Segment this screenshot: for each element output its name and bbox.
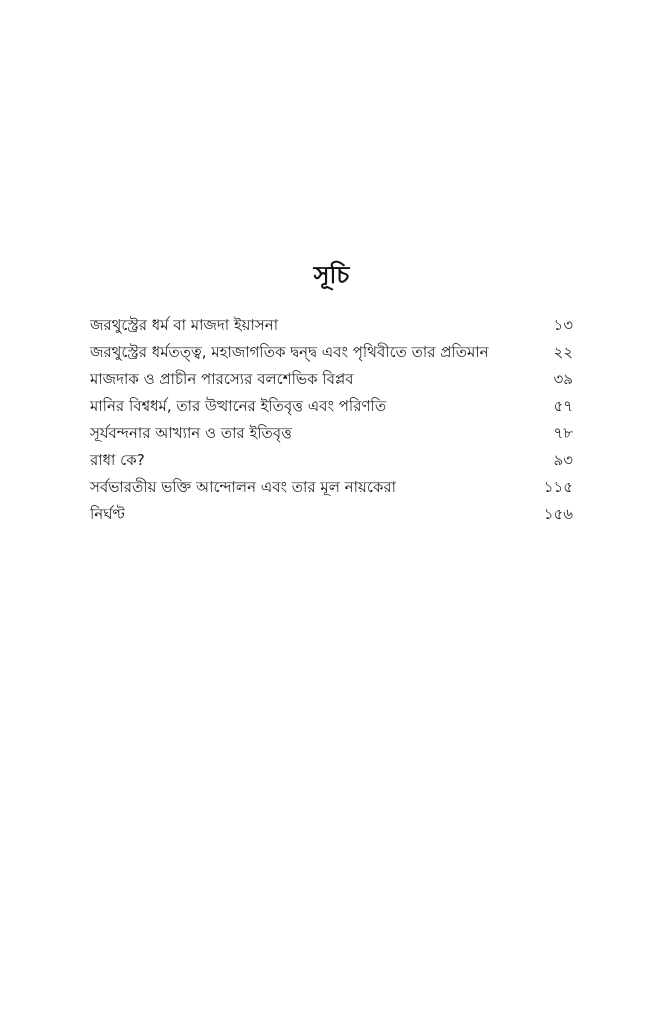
toc-entry-title: জরথুস্ট্রের ধর্মতত্ত্ব, মহাজাগতিক দ্বন্দ্ব এবং পৃথিবীতে তার প্রতিমান bbox=[90, 343, 489, 361]
toc-entry-title: মানির বিশ্বধর্ম, তার উত্থানের ইতিবৃত্ত এবং পরিণতি bbox=[90, 397, 387, 415]
toc-entry-title: নির্ঘণ্ট bbox=[90, 505, 125, 523]
toc-entry[interactable] bbox=[90, 312, 573, 339]
toc-entry-page-number: ১১৫ bbox=[543, 478, 573, 496]
toc-entry[interactable] bbox=[90, 474, 573, 501]
toc-entry-page-number: ৫৭ bbox=[553, 397, 573, 415]
toc-entry-title: জরথুস্ট্রের ধর্ম বা মাজদা ইয়াসনা bbox=[90, 316, 279, 334]
toc-entry[interactable] bbox=[90, 501, 573, 528]
toc-entry-title: মাজদাক ও প্রাচীন পারস্যের বলশেভিক বিপ্লব bbox=[90, 370, 354, 388]
toc-entry[interactable] bbox=[90, 420, 573, 447]
toc-entry-page-number: ২২ bbox=[553, 343, 573, 361]
toc-entry-title: সূর্যবন্দনার আখ্যান ও তার ইতিবৃত্ত bbox=[90, 424, 292, 442]
toc-entry-title: রাধা কে? bbox=[90, 451, 145, 469]
toc-entry[interactable] bbox=[90, 393, 573, 420]
toc-entry[interactable] bbox=[90, 366, 573, 393]
table-of-contents bbox=[90, 312, 573, 528]
toc-entry-page-number: ৯৩ bbox=[553, 451, 573, 469]
toc-entry-page-number: ১৫৬ bbox=[543, 505, 573, 523]
toc-entry-page-number: ৩৯ bbox=[553, 370, 573, 388]
page-title: সূচি bbox=[313, 261, 350, 289]
toc-entry-title: সর্বভারতীয় ভক্তি আন্দোলন এবং তার মূল নায়কেরা bbox=[90, 478, 396, 496]
toc-entry[interactable] bbox=[90, 447, 573, 474]
toc-entry-page-number: ১৩ bbox=[553, 316, 573, 334]
toc-entry-page-number: ৭৮ bbox=[553, 424, 573, 442]
toc-entry[interactable] bbox=[90, 339, 573, 366]
